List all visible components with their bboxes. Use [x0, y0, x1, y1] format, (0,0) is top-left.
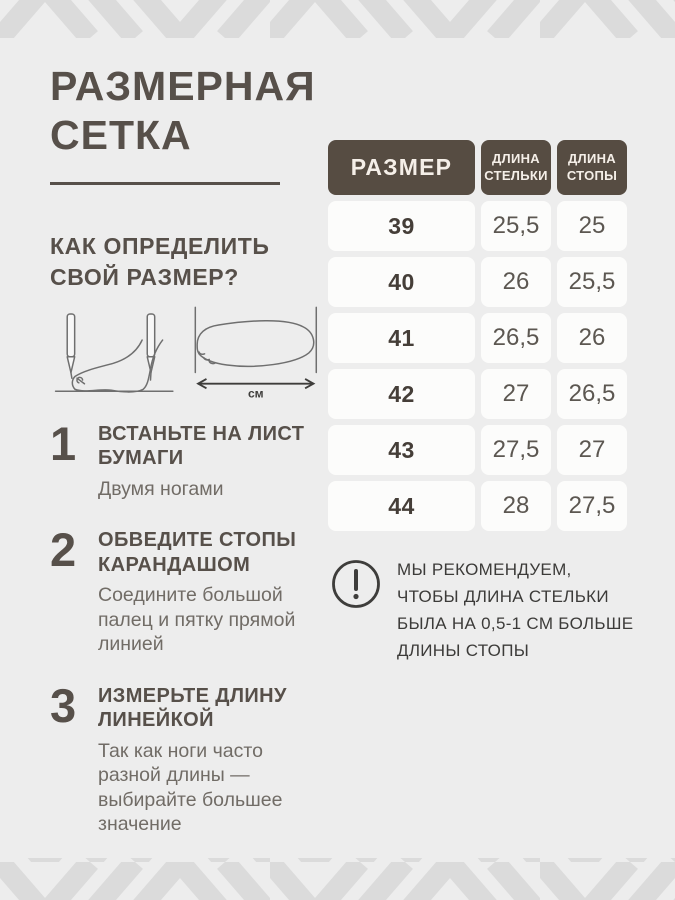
- size-column-header: РАЗМЕР: [328, 140, 475, 195]
- recommendation-line2: ЧТОБЫ ДЛИНА СТЕЛЬКИ: [397, 587, 609, 606]
- table-row-42-size: 42: [328, 369, 475, 419]
- table-row-43-foot: 27: [557, 425, 627, 475]
- step-3-description: Так как ноги часто разной длины — выбирайте большее значение: [98, 739, 283, 836]
- table-row-40-foot: 25,5: [557, 257, 627, 307]
- zigzag-pattern-bottom: [0, 858, 675, 900]
- size-table: [328, 140, 627, 531]
- table-row-39-foot: 25: [557, 201, 627, 251]
- recommendation-line1: МЫ РЕКОМЕНДУЕМ,: [397, 560, 572, 579]
- howto-heading-line1: КАК ОПРЕДЕЛИТЬ: [50, 233, 270, 260]
- table-row-44-foot: 27,5: [557, 481, 627, 531]
- title-divider: [50, 182, 280, 185]
- recommendation-note: [330, 556, 640, 664]
- table-row-39-insole: 25,5: [481, 201, 551, 251]
- step-2-description: Соедините большой палец и пятку прямой линией: [98, 584, 296, 656]
- cm-label: см: [248, 386, 265, 401]
- zigzag-pattern-top: [0, 0, 675, 38]
- howto-heading: [50, 231, 326, 292]
- page-title-line1: РАЗМЕРНАЯ: [50, 63, 316, 109]
- step-1: [50, 417, 326, 501]
- table-row-41-size: 41: [328, 313, 475, 363]
- instructions-column: [50, 62, 326, 864]
- recommendation-line4: ДЛИНЫ СТОПЫ: [397, 641, 530, 660]
- step-3-title: ИЗМЕРЬТЕ ДЛИНУ ЛИНЕЙКОЙ: [98, 684, 287, 732]
- table-row-40-insole: 26: [481, 257, 551, 307]
- step-3-number: 3: [50, 678, 77, 732]
- page-title-line2: СЕТКА: [50, 112, 192, 159]
- table-row-39-size: 39: [328, 201, 475, 251]
- table-row-41-insole: 26,5: [481, 313, 551, 363]
- recommendation-line3: БЫЛА НА 0,5-1 СМ БОЛЬШЕ: [397, 614, 634, 633]
- recommendation-text: [397, 556, 633, 664]
- table-row-44-insole: 28: [481, 481, 551, 531]
- step-1-number: 1: [50, 417, 77, 471]
- howto-heading-line2: СВОЙ РАЗМЕР?: [50, 263, 239, 290]
- page-title: [50, 62, 326, 160]
- step-2-number: 2: [50, 523, 77, 577]
- table-row-43-size: 43: [328, 425, 475, 475]
- step-2-title: ОБВЕДИТЕ СТОПЫ КАРАНДАШОМ: [98, 529, 297, 576]
- exclamation-icon: [330, 558, 382, 610]
- table-row-41-foot: 26: [557, 313, 627, 363]
- table-row-42-foot: 26,5: [557, 369, 627, 419]
- foot-column-header: ДЛИНА СТОПЫ: [557, 140, 627, 195]
- table-row-42-insole: 27: [481, 369, 551, 419]
- foot-side-view-illustration: [50, 306, 178, 402]
- measurement-illustrations: [50, 306, 326, 402]
- step-3: [50, 678, 326, 837]
- step-1-title: ВСТАНЬТЕ НА ЛИСТ БУМАГИ: [98, 423, 305, 470]
- table-row-43-insole: 27,5: [481, 425, 551, 475]
- table-row-44-size: 44: [328, 481, 475, 531]
- table-row-40-size: 40: [328, 257, 475, 307]
- steps-list: [50, 417, 326, 837]
- insole-column-header: ДЛИНА СТЕЛЬКИ: [481, 140, 551, 195]
- footprint-measure-illustration: [186, 302, 326, 402]
- step-2: [50, 523, 326, 656]
- step-1-description: Двумя ногами: [98, 477, 224, 500]
